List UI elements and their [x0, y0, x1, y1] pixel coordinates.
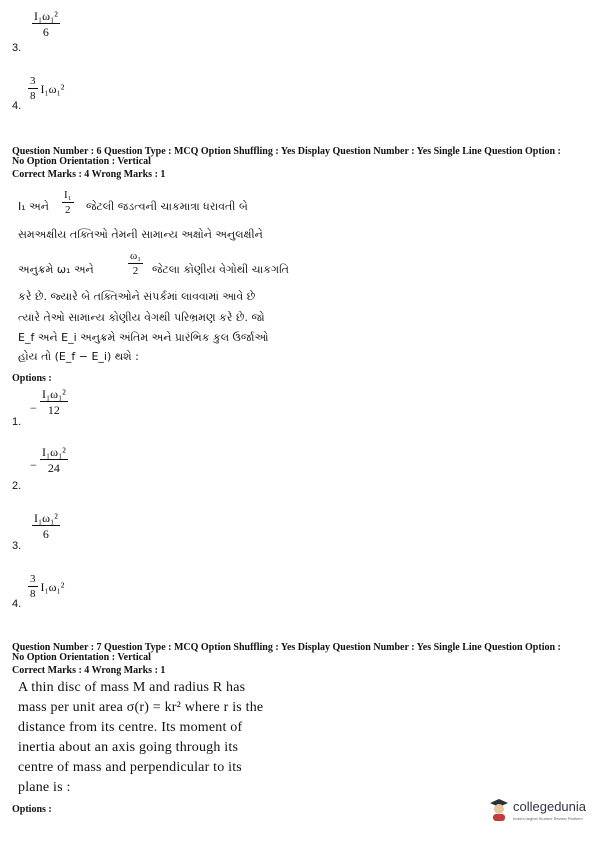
- q7-body-line4: inertia about an axis going through its: [18, 740, 239, 755]
- q6-option-2-fraction: [40, 446, 68, 474]
- q6-body-line1b: જેટલી જડત્વની ચાકમાત્રા ધરાવતી બે: [86, 200, 248, 213]
- fraction-denominator: 6: [42, 527, 49, 541]
- q6-body-line1a: I₁ અને: [18, 200, 49, 213]
- q6-body-line7: હોય તો (E_f − E_i) થશે :: [18, 350, 139, 363]
- inertia-term: I₁ω₁²: [40, 579, 65, 594]
- fraction-denominator: 8: [30, 90, 36, 102]
- q6-option-4-expression: [28, 574, 64, 600]
- student-mascot-icon: [488, 796, 510, 822]
- q6-body-fraction-omega-over-2: [128, 251, 143, 277]
- fraction-numerator: I₁: [64, 189, 72, 201]
- q6-option-2-number: 2.: [12, 480, 22, 492]
- q6-option-4-number: 4.: [12, 598, 22, 610]
- q6-meta-line2: No Option Orientation : Vertical: [12, 156, 151, 167]
- q6-meta-line1: Question Number : 6 Question Type : MCQ Option Shuffling : Yes Display Question Number : Yes Single Line Question Option :: [12, 146, 561, 157]
- inertia-term: I₁ω₁²: [40, 81, 65, 96]
- q6-option-1-fraction: [40, 388, 68, 416]
- fraction-denominator: 24: [47, 461, 60, 475]
- fraction-denominator: 2: [132, 265, 139, 277]
- q7-body-line2: mass per unit area σ(r) = kr² where r is the: [18, 700, 264, 715]
- q6-option-1-number: 1.: [12, 416, 22, 428]
- fraction-numerator: I₁ω₁²: [34, 511, 58, 525]
- prev-option-3-number: 3.: [12, 42, 22, 54]
- fraction-three-eighths: [28, 574, 38, 600]
- q7-options-label: Options :: [12, 804, 52, 815]
- fraction-denominator: 2: [65, 204, 71, 216]
- q6-body-line3b: જેટલા કોણીય વેગોથી ચાકગતિ: [152, 263, 289, 276]
- q6-body-line4: કરે છે. જ્યારે બે તક્તિઓને સંપર્કમાં લાવવામાં આવે છે: [18, 290, 256, 303]
- q7-marks: Correct Marks : 4 Wrong Marks : 1: [12, 665, 166, 676]
- q6-body-fraction-i1-over-2: [62, 190, 74, 216]
- q7-body-line1: A thin disc of mass M and radius R has: [18, 680, 246, 695]
- q7-body-line3: distance from its centre. Its moment of: [18, 720, 243, 735]
- q6-option-1-minus: −: [30, 401, 37, 415]
- prev-option-4-expression: [28, 76, 64, 102]
- q6-body-line3a: અનુક્રમે ω₁ અને: [18, 263, 94, 276]
- fraction-numerator: 3: [30, 573, 36, 585]
- q7-meta-line1: Question Number : 7 Question Type : MCQ Option Shuffling : Yes Display Question Number : Yes Single Line Question Option :: [12, 642, 561, 653]
- q6-option-3-fraction: [32, 512, 60, 540]
- q6-option-2-minus: −: [30, 458, 37, 472]
- fraction-numerator: ω₁: [130, 250, 142, 262]
- fraction-numerator: 3: [30, 75, 36, 87]
- q7-body-line5: centre of mass and perpendicular to its: [18, 760, 242, 775]
- q7-body-line6: plane is :: [18, 780, 71, 795]
- prev-option-3-fraction: [32, 10, 60, 38]
- fraction-denominator: 8: [30, 588, 36, 600]
- fraction-numerator: I₁ω₁²: [42, 445, 66, 459]
- q6-marks: Correct Marks : 4 Wrong Marks : 1: [12, 169, 166, 180]
- fraction-three-eighths: [28, 76, 38, 102]
- prev-option-4-number: 4.: [12, 100, 22, 112]
- fraction-denominator: 12: [47, 403, 60, 417]
- q6-body-line6: E_f અને E_i અનુક્રમે અંતિમ અને પ્રારંભિક કુલ ઉર્જાઓ: [18, 331, 269, 344]
- fraction-numerator: I₁ω₁²: [42, 387, 66, 401]
- fraction-denominator: 6: [42, 25, 49, 39]
- q7-meta-line2: No Option Orientation : Vertical: [12, 652, 151, 663]
- fraction-numerator: I₁ω₁²: [34, 9, 58, 23]
- brand-tagline: India's largest Student Review Platform: [513, 815, 583, 821]
- q6-options-label: Options :: [12, 373, 52, 384]
- q6-body-line5: ત્યારે તેઓ સામાન્ય કોણીય વેગથી પરિભ્રમણ કરે છે. જો: [18, 311, 265, 324]
- q6-option-3-number: 3.: [12, 540, 22, 552]
- brand-name: collegedunia: [513, 798, 587, 814]
- q6-body-line2: સમઅક્ષીય તક્તિઓ તેમની સામાન્ય અક્ષોને અનુલક્ષીને: [18, 228, 263, 241]
- collegedunia-logo: [488, 796, 586, 822]
